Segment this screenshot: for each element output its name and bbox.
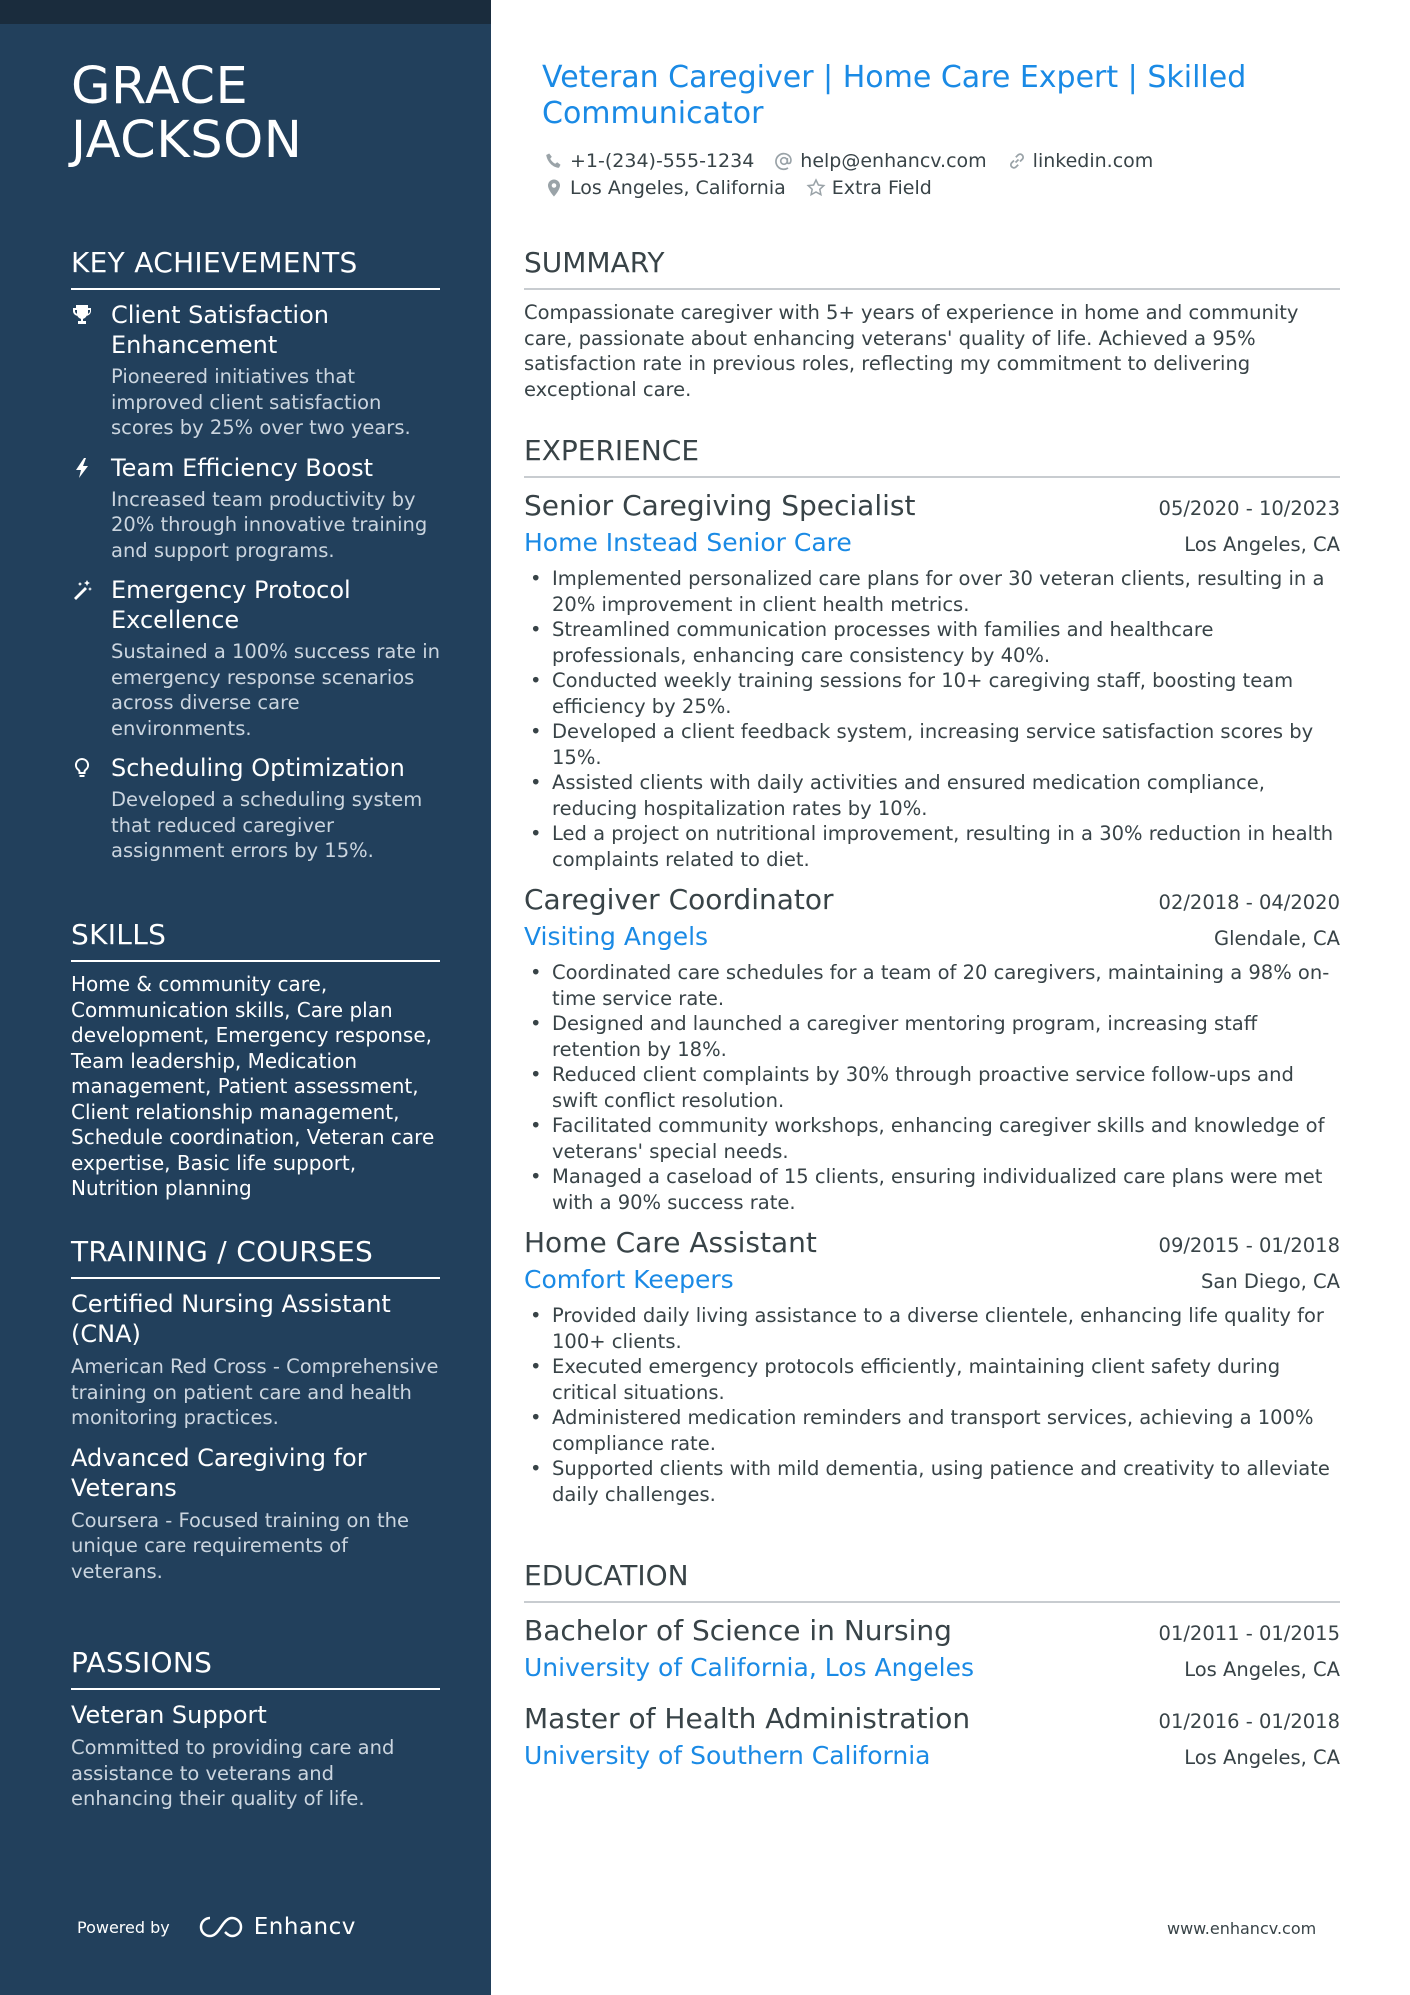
key-achievements-title: KEY ACHIEVEMENTS: [71, 246, 440, 290]
job-bullet: • Facilitated community workshops, enhancing caregiver skills and knowledge of veterans' special needs.: [524, 1113, 1340, 1164]
job-title: Home Care Assistant: [524, 1226, 817, 1259]
course-description: Coursera - Focused training on the unique care requirements of veterans.: [71, 1508, 409, 1583]
training-title: TRAINING / COURSES: [71, 1235, 440, 1279]
lightbulb-icon: [71, 757, 93, 779]
education-entry: [524, 1613, 1340, 1685]
job-location: San Diego, CA: [1201, 1270, 1340, 1293]
passion-item: [71, 1700, 440, 1812]
achievement-title: Team Efficiency Boost: [111, 453, 374, 482]
enhancv-logo[interactable]: [198, 1914, 356, 1940]
footer-url[interactable]: www.enhancv.com: [1167, 1919, 1317, 1938]
experience-section: [524, 434, 1340, 1517]
achievement-description: Increased team productivity by 20% through innovative training and support programs.: [111, 487, 428, 562]
course-title: Advanced Caregiving for Veterans: [71, 1443, 367, 1502]
magic-wand-icon: [71, 579, 93, 601]
achievement-item: [71, 453, 440, 564]
achievement-title: Client Satisfaction Enhancement: [111, 301, 329, 359]
enhancv-logo-text: Enhancv: [253, 1914, 356, 1940]
job-bullet: • Administered medication reminders and transport services, achieving a 100% compliance rate.: [524, 1405, 1340, 1456]
sidebar-top-bar: [0, 0, 491, 24]
contact-email-text: help@enhancv.com: [800, 149, 987, 172]
at-icon: [774, 151, 794, 171]
powered-by-label: Powered by: [77, 1917, 170, 1937]
lightning-icon: [71, 457, 93, 479]
achievement-description: Pioneered initiatives that improved client satisfaction scores by 25% over two years.: [111, 365, 411, 439]
job-company: Home Instead Senior Care: [524, 528, 852, 557]
contact-info: [544, 147, 1334, 201]
job-bullet: • Conducted weekly training sessions for 10+ caregiving staff, boosting team efficiency by 25%.: [524, 668, 1340, 719]
course-item: [71, 1289, 440, 1431]
job-bullet: • Developed a client feedback system, increasing service satisfaction scores by 15%.: [524, 719, 1340, 770]
job-bullet: • Designed and launched a caregiver mentoring program, increasing staff retention by 18%.: [524, 1011, 1340, 1062]
contact-extra-text: Extra Field: [831, 176, 932, 199]
job-location: Glendale, CA: [1214, 927, 1340, 950]
job-bullet: • Implemented personalized care plans for over 30 veteran clients, resulting in a 20% improvement in client health metrics.: [524, 566, 1340, 617]
course-item: [71, 1443, 440, 1585]
education-entry: [524, 1701, 1340, 1773]
job-title: Caregiver Coordinator: [524, 883, 834, 916]
passions-section: [71, 1646, 440, 1824]
phone-icon: [544, 151, 564, 171]
summary-section: [524, 246, 1340, 402]
job-bullet: • Led a project on nutritional improvement, resulting in a 30% reduction in health complaints related to diet.: [524, 821, 1340, 872]
link-icon: [1007, 151, 1027, 171]
job-entry: [524, 882, 1340, 1215]
contact-location: [544, 177, 786, 199]
achievement-item: [71, 300, 440, 441]
contact-linkedin-text: linkedin.com: [1032, 149, 1154, 172]
job-bullets: [524, 1303, 1340, 1507]
achievement-description: Developed a scheduling system that reduced caregiver assignment errors by 15%.: [111, 788, 423, 862]
job-dates: 09/2015 - 01/2018: [1158, 1234, 1340, 1257]
contact-phone-text: +1-(234)-555-1234: [570, 149, 755, 172]
job-dates: 05/2020 - 10/2023: [1158, 497, 1340, 520]
education-title: EDUCATION: [524, 1559, 1340, 1603]
education-location: Los Angeles, CA: [1184, 1746, 1340, 1769]
education-school: University of California, Los Angeles: [524, 1653, 975, 1682]
headline: Veteran Caregiver | Home Care Expert | Skilled Communicator: [542, 60, 1247, 131]
skills-list: Home & community care, Communication skills, Care plan development, Emergency response, Team leadership, Medication management, Patient assessment, Client relationship management, Schedule coordination, Veteran care expertise, Basic life support, Nutrition planning: [71, 972, 435, 1200]
job-bullet: • Streamlined communication processes with families and healthcare professionals, enhancing care consistency by 40%.: [524, 617, 1340, 668]
job-bullet: • Supported clients with mild dementia, using patience and creativity to alleviate daily challenges.: [524, 1456, 1340, 1507]
education-dates: 01/2011 - 01/2015: [1158, 1622, 1340, 1645]
training-section: [71, 1235, 440, 1596]
education-degree: Master of Health Administration: [524, 1702, 971, 1735]
sidebar: [0, 0, 491, 1995]
job-entry: [524, 1225, 1340, 1507]
passion-title: Veteran Support: [71, 1701, 267, 1729]
summary-title: SUMMARY: [524, 246, 1340, 290]
education-degree: Bachelor of Science in Nursing: [524, 1614, 952, 1647]
powered-by: [77, 1914, 356, 1940]
summary-text: Compassionate caregiver with 5+ years of experience in home and community care, passionate about enhancing veterans' quality of life. Achieved a 95% satisfaction rate in previous roles, reflecting my commitment to delivering exceptional care.: [524, 301, 1299, 401]
course-description: American Red Cross - Comprehensive training on patient care and health monitoring practices.: [71, 1355, 439, 1429]
location-pin-icon: [544, 178, 564, 198]
contact-phone[interactable]: [544, 150, 754, 172]
experience-title: EXPERIENCE: [524, 434, 1340, 478]
job-bullet: • Assisted clients with daily activities and ensured medication compliance, reducing hospitalization rates by 10%.: [524, 770, 1340, 821]
skills-title: SKILLS: [71, 918, 440, 962]
job-bullets: [524, 960, 1340, 1215]
education-dates: 01/2016 - 01/2018: [1158, 1710, 1340, 1733]
achievement-item: [71, 753, 440, 864]
job-bullet: • Managed a caseload of 15 clients, ensuring individualized care plans were met with a 90% success rate.: [524, 1164, 1340, 1215]
job-bullets: [524, 566, 1340, 872]
achievement-description: Sustained a 100% success rate in emergency response scenarios across diverse care environments.: [111, 640, 440, 740]
contact-linkedin[interactable]: [1007, 150, 1154, 172]
job-location: Los Angeles, CA: [1184, 533, 1340, 556]
job-title: Senior Caregiving Specialist: [524, 489, 916, 522]
course-title: Certified Nursing Assistant (CNA): [71, 1290, 391, 1348]
job-bullet: • Coordinated care schedules for a team of 20 caregivers, maintaining a 98% on-time service rate.: [524, 960, 1340, 1011]
achievement-title: Emergency Protocol Excellence: [111, 576, 351, 634]
job-dates: 02/2018 - 04/2020: [1158, 891, 1340, 914]
achievement-item: [71, 575, 440, 741]
contact-extra-field: [806, 177, 932, 199]
passions-title: PASSIONS: [71, 1646, 440, 1690]
job-entry: [524, 488, 1340, 872]
passion-description: Committed to providing care and assistance to veterans and enhancing their quality of life.: [71, 1736, 395, 1810]
job-company: Visiting Angels: [524, 922, 709, 951]
key-achievements-section: [71, 246, 440, 876]
job-bullet: • Executed emergency protocols efficiently, maintaining client safety during critical situations.: [524, 1354, 1340, 1405]
star-icon: [806, 178, 826, 198]
job-bullet: • Reduced client complaints by 30% through proactive service follow-ups and swift conflict resolution.: [524, 1062, 1340, 1113]
education-location: Los Angeles, CA: [1184, 1658, 1340, 1681]
enhancv-logo-icon: [198, 1914, 244, 1940]
job-bullet: • Provided daily living assistance to a diverse clientele, enhancing life quality for 100+ clients.: [524, 1303, 1340, 1354]
achievement-title: Scheduling Optimization: [111, 754, 405, 782]
skills-section: [71, 918, 440, 1202]
candidate-name: GRACE JACKSON: [71, 57, 303, 170]
education-school: University of Southern California: [524, 1741, 931, 1770]
contact-email[interactable]: [774, 150, 986, 172]
trophy-icon: [71, 304, 93, 326]
job-company: Comfort Keepers: [524, 1265, 734, 1294]
contact-location-text: Los Angeles, California: [570, 176, 786, 199]
education-section: [524, 1559, 1340, 1789]
